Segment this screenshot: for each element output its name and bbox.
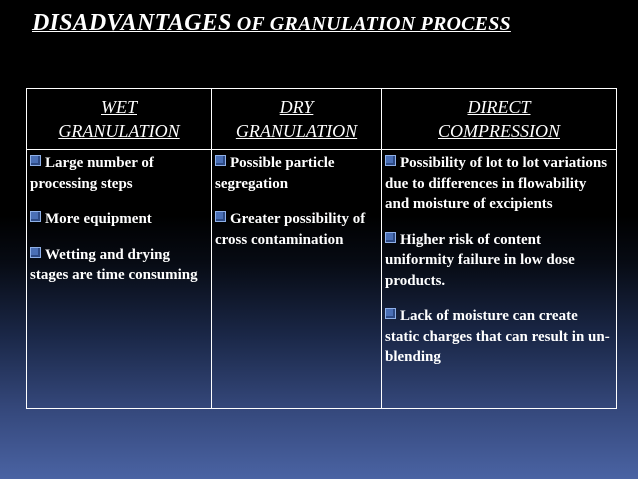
header-wet-granulation <box>27 89 212 150</box>
header-line: WET <box>101 97 137 117</box>
cell-direct-compression <box>382 150 617 409</box>
list-item-text: Possibility of lot to lot variations due to differences in flowability and moisture of excipients <box>385 155 608 212</box>
checkbox-bullet-icon <box>215 155 226 166</box>
checkbox-bullet-icon <box>385 308 396 319</box>
list-item-text: Wetting and drying stages are time consuming <box>30 246 198 283</box>
list-item-text: Lack of moisture can create static charges that can result in un-blending <box>385 308 610 365</box>
checkbox-bullet-icon <box>385 155 396 166</box>
list-item <box>385 306 613 368</box>
table-header-row <box>27 89 617 150</box>
list-item <box>385 153 613 215</box>
list-item <box>30 153 208 194</box>
checkbox-bullet-icon <box>385 232 396 243</box>
list-item <box>215 153 378 194</box>
checkbox-bullet-icon <box>30 155 41 166</box>
list-item-text: Possible particle segregation <box>215 155 335 192</box>
header-direct-compression <box>382 89 617 150</box>
title-part-2: OF GRANULATION PROCESS <box>231 13 511 35</box>
slide-title <box>32 10 511 37</box>
cell-dry-granulation <box>212 150 382 409</box>
disadvantages-table <box>26 88 617 409</box>
list-item-text: Higher risk of content uniformity failure in low dose products. <box>385 231 575 289</box>
list-item <box>30 245 208 286</box>
header-line: GRANULATION <box>58 121 180 141</box>
list-item <box>385 230 613 292</box>
list-item-text: Greater possibility of cross contamination <box>215 211 366 248</box>
list-item-text: More equipment <box>45 211 152 227</box>
table-body-row <box>27 150 617 409</box>
header-line: COMPRESSION <box>438 121 560 141</box>
list-item-text: Large number of processing steps <box>30 155 154 192</box>
list-item <box>215 209 378 250</box>
list-item <box>30 209 208 230</box>
checkbox-bullet-icon <box>215 211 226 222</box>
header-line: GRANULATION <box>235 121 358 141</box>
checkbox-bullet-icon <box>30 211 41 222</box>
header-line: DRY <box>279 97 314 117</box>
checkbox-bullet-icon <box>30 247 41 258</box>
header-line: DIRECT <box>467 97 531 117</box>
cell-wet-granulation <box>27 150 212 409</box>
header-dry-granulation <box>212 89 382 150</box>
title-part-1: DISADVANTAGES <box>32 10 232 36</box>
